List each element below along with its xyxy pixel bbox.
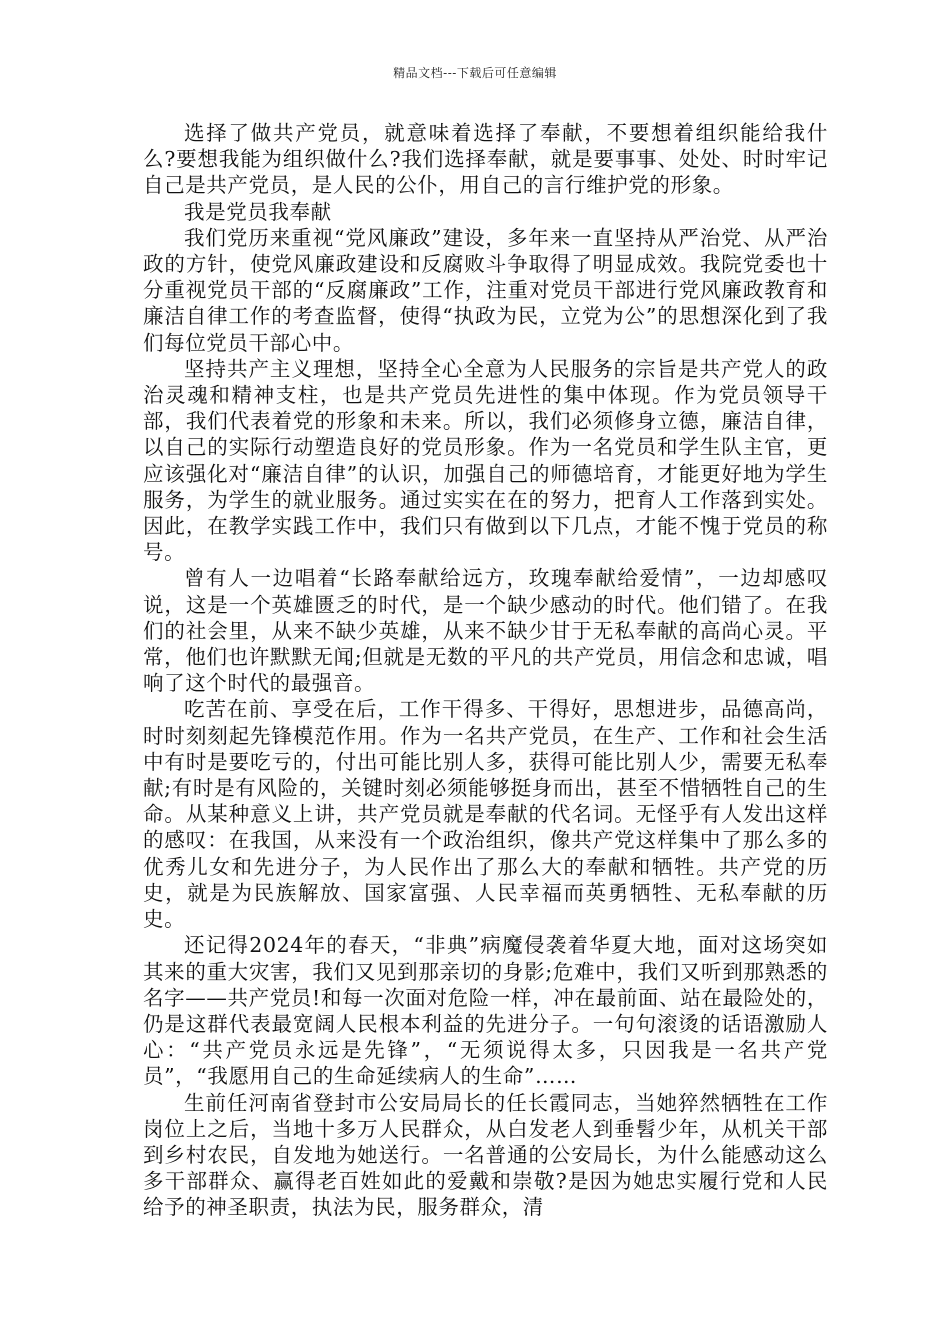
document-body: [143, 120, 828, 1221]
paragraph-heroes: 曾有人一边唱着“长路奉献给远方，玫瑰奉献给爱情”，一边却感叹说，这是一个英雄匮乏的时代，是一个缺少感动的时代。他们错了。在我们的社会里，从来不缺少英雄，从来不缺少甘于无私奉献的高尚心灵。平常，他们也许默默无闻;但就是无数的平凡的共产党员，用信念和忠诚，唱响了这个时代的最强音。: [143, 566, 828, 696]
paragraph-hardship-first: 吃苦在前、享受在后，工作干得多、干得好，思想进步，品德高尚，时时刻刻起先锋模范作用。作为一名共产党员，在生产、工作和社会生活中有时是要吃亏的，付出可能比别人多，获得可能比别人少，需要无私奉献;有时是有风险的，关键时刻必须能够挺身而出，甚至不惜牺牲自己的生命。从某种意义上讲，共产党员就是奉献的代名词。无怪乎有人发出这样的感叹：在我国，从来没有一个政治组织，像共产党这样集中了那么多的优秀儿女和先进分子，为人民作出了那么大的奉献和牺牲。共产党的历史，就是为民族解放、国家富强、人民幸福而英勇牺牲、无私奉献的历史。: [143, 697, 828, 932]
paragraph-sars-spring: 还记得2024年的春天，“非典”病魔侵袭着华夏大地，面对这场突如其来的重大灾害，我们又见到那亲切的身影;危难中，我们又听到那熟悉的名字——共产党员!和每一次面对危险一样，冲在最前面、站在最险处的，仍是这群代表最宽阔人民根本利益的先进分子。一句句滚烫的话语激励人心：“共产党员永远是先锋”，“无须说得太多，只因我是一名共产党员”，“我愿用自己的生命延续病人的生命”……: [143, 933, 828, 1089]
paragraph-party-conduct: 我们党历来重视“党风廉政”建设，多年来一直坚持从严治党、从严治政的方针，使党风廉政建设和反腐败斗争取得了明显成效。我院党委也十分重视党员干部的“反腐廉政”工作，注重对党员干部进行党风廉政教育和廉洁自律工作的考查监督，使得“执政为民，立党为公”的思想深化到了我们每位党员干部心中。: [143, 225, 828, 355]
paragraph-ren-changxia: 生前任河南省登封市公安局局长的任长霞同志，当她猝然牺牲在工作岗位上之后，当地十多万人民群众，从白发老人到垂髫少年，从机关干部到乡村农民，自发地为她送行。一名普通的公安局长，为什么能感动这么多干部群众、赢得老百姓如此的爱戴和崇敬?是因为她忠实履行党和人民给予的神圣职责，执法为民，服务群众，清: [143, 1090, 828, 1220]
paragraph-devotion-intro: 选择了做共产党员，就意味着选择了奉献，不要想着组织能给我什么?要想我能为组织做什么?我们选择奉献，就是要事事、处处、时时牢记自己是共产党员，是人民的公仆，用自己的言行维护党的形象。: [143, 121, 828, 198]
page-header: 精品文档---下载后可任意编辑: [393, 66, 557, 80]
paragraph-communist-ideals: 坚持共产主义理想，坚持全心全意为人民服务的宗旨是共产党人的政治灵魂和精神支柱，也是共产党员先进性的集中体现。作为党员领导干部，我们代表着党的形象和未来。所以，我们必须修身立德，廉洁自律，以自己的实际行动塑造良好的党员形象。作为一名党员和学生队主官，更应该强化对“廉洁自律”的认识，加强自己的师德培育，才能更好地为学生服务，为学生的就业服务。通过实实在在的努力，把育人工作落到实处。因此，在教学实践工作中，我们只有做到以下几点，才能不愧于党员的称号。: [143, 356, 828, 565]
section-heading: 我是党员我奉献: [184, 199, 332, 224]
